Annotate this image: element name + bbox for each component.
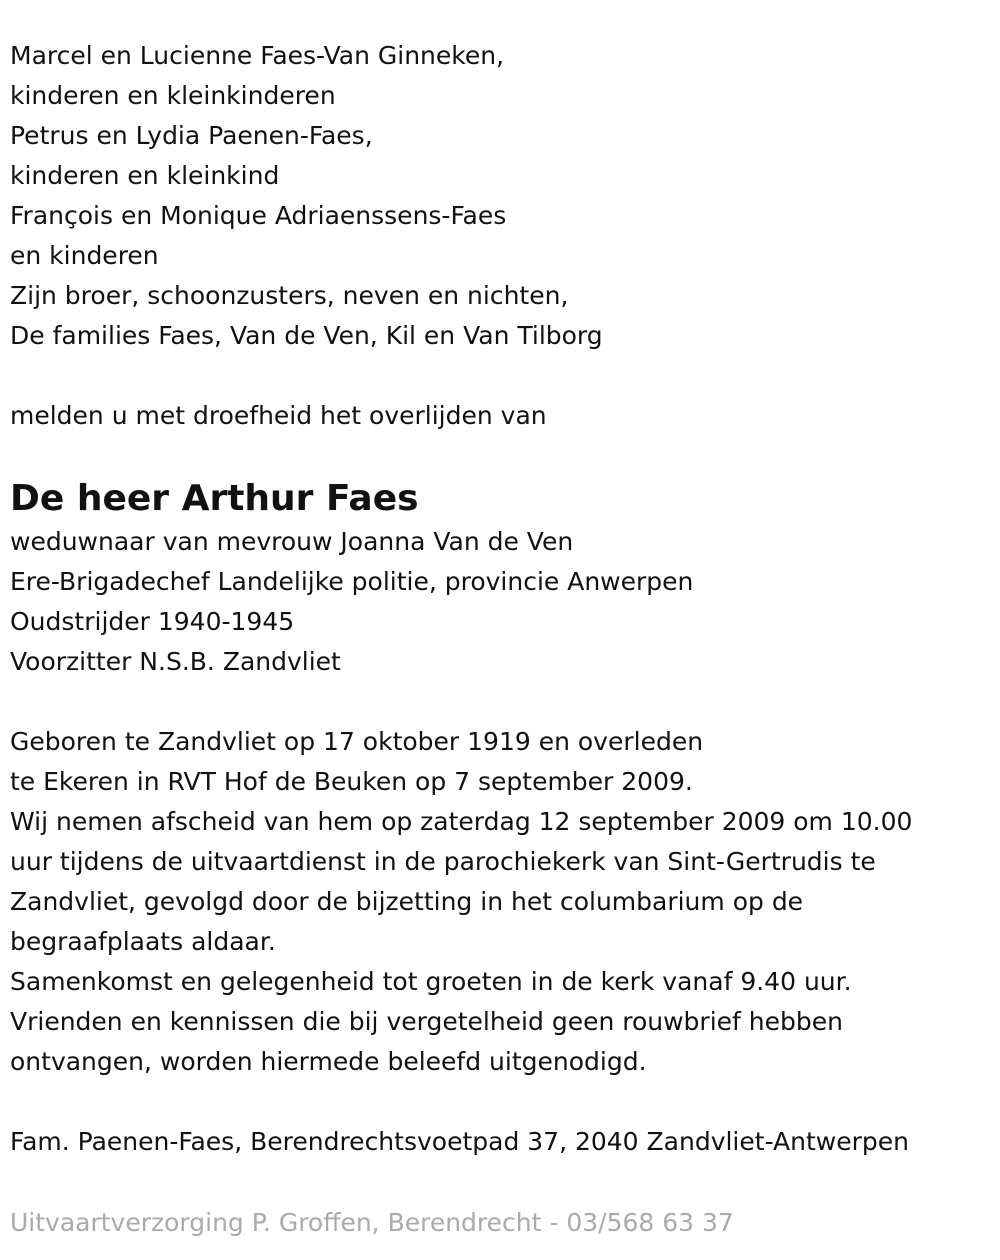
announcement-text: melden u met droefheid het overlijden van [10,401,547,430]
spacer [10,1082,990,1122]
deceased-details [10,522,990,682]
body-line: Geboren te Zandvliet op 17 oktober 1919 en overleden [10,727,704,756]
funeral-director-footer: Uitvaartverzorging P. Groffen, Berendrecht - 03/568 63 37 [10,1208,734,1237]
family-line: kinderen en kleinkinderen [10,81,336,110]
family-line: Zijn broer, schoonzusters, neven en nichten, [10,281,569,310]
body-line: te Ekeren in RVT Hof de Beuken op 7 september 2009. [10,767,693,796]
body-line: Vrienden en kennissen die bij vergetelheid geen rouwbrief hebben [10,1007,843,1036]
deceased-name: De heer Arthur Faes [10,478,419,519]
body-line: Samenkomst en gelegenheid tot groeten in de kerk vanaf 9.40 uur. [10,967,852,996]
family-line: kinderen en kleinkind [10,161,280,190]
family-line: François en Monique Adriaenssens-Faes [10,201,507,230]
body-line: ontvangen, worden hiermede beleefd uitgenodigd. [10,1047,647,1076]
detail-line: Voorzitter N.S.B. Zandvliet [10,647,341,676]
spacer [10,682,990,722]
family-address: Fam. Paenen-Faes, Berendrechtsvoetpad 37, 2040 Zandvliet-Antwerpen [10,1127,909,1156]
notice-body [10,722,990,1082]
detail-line: Ere-Brigadechef Landelijke politie, provincie Anwerpen [10,567,694,596]
body-line: Zandvliet, gevolgd door de bijzetting in het columbarium op de [10,887,804,916]
detail-line: weduwnaar van mevrouw Joanna Van de Ven [10,527,574,556]
family-line: en kinderen [10,241,159,270]
family-line: De families Faes, Van de Ven, Kil en Van Tilborg [10,321,603,350]
family-line: Marcel en Lucienne Faes-Van Ginneken, [10,41,505,70]
body-line: begraafplaats aldaar. [10,927,276,956]
body-line: Wij nemen afscheid van hem op zaterdag 12 september 2009 om 10.00 [10,807,913,836]
spacer [10,436,990,474]
spacer [10,356,990,396]
body-line: uur tijdens de uitvaartdienst in de parochiekerk van Sint-Gertrudis te [10,847,876,876]
family-line: Petrus en Lydia Paenen-Faes, [10,121,373,150]
family-list [10,36,990,356]
detail-line: Oudstrijder 1940-1945 [10,607,295,636]
